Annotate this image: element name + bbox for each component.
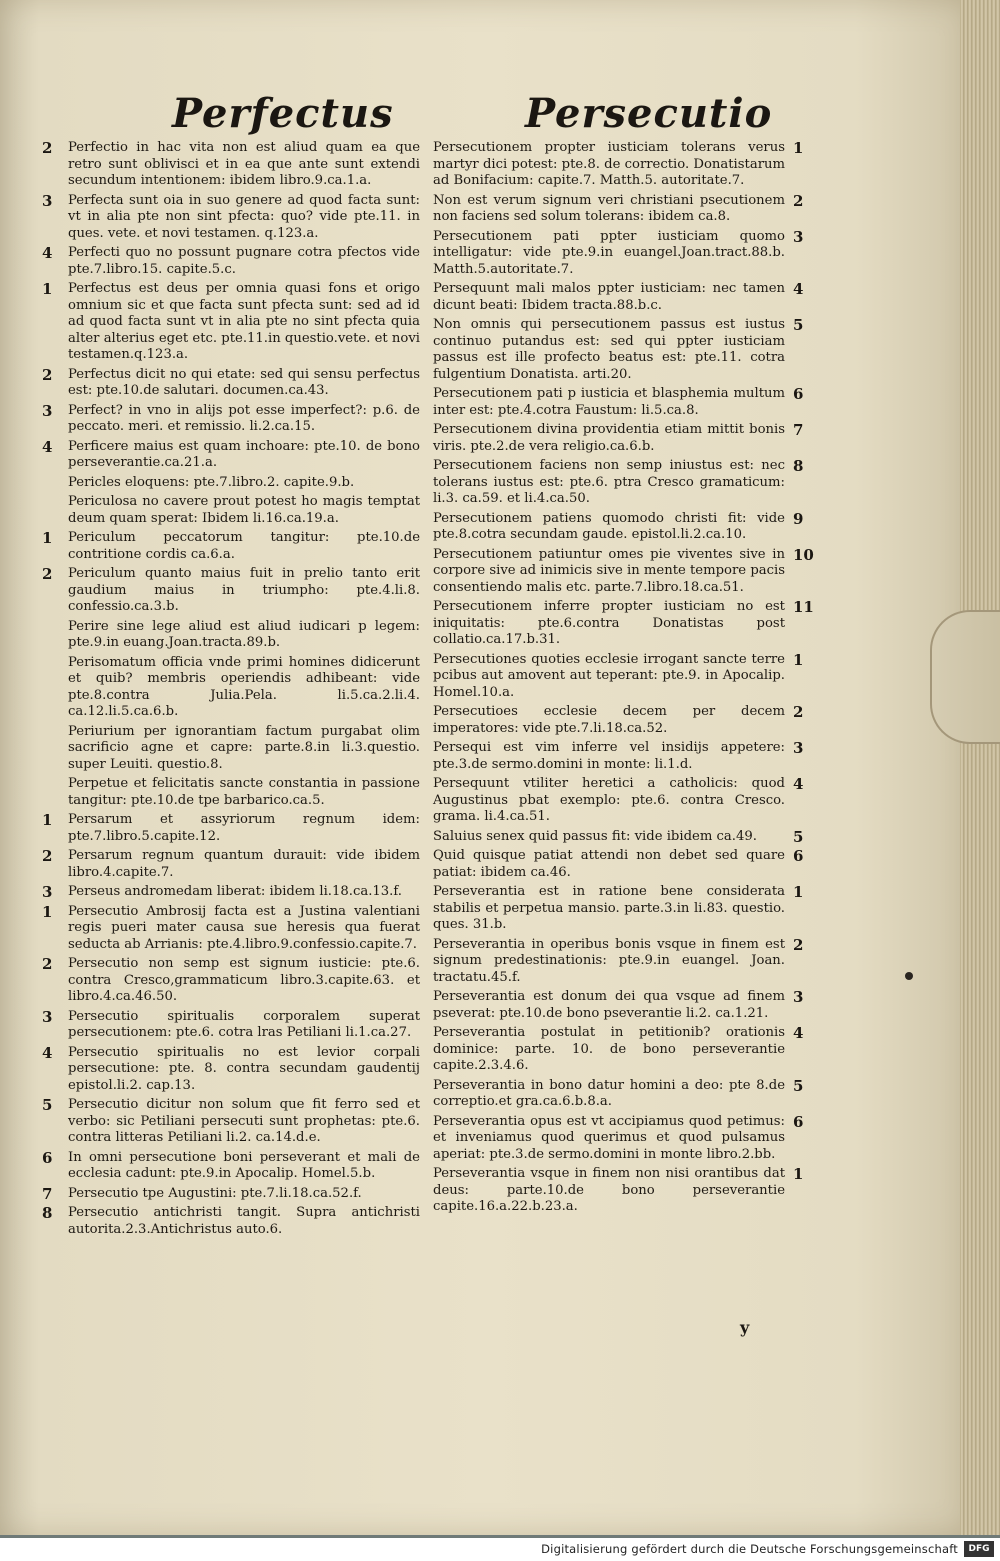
entry-text: Persecutionem patiuntur omes pie viventes sive in corpore sive ad inimicis sive in mente tempore pacis consentiendo malis etc. parte.7.libro.18.ca.51. — [433, 546, 785, 595]
entry-text: Persecutionem faciens non semp iniustus est: nec tolerans iustus est: pte.6. ptra Cresco gramaticum: li.3. ca.59. et li.4.ca.50. — [433, 458, 785, 506]
index-entry — [433, 703, 804, 737]
entry-text: Perfectus dicit no qui etate: sed qui sensu perfectus est: pte.10.de salutari. documen.ca.43. — [68, 366, 420, 398]
entry-number: 3 — [42, 191, 53, 210]
index-entry — [42, 191, 420, 243]
entry-text: Persecutionem divina providentia etiam mittit bonis viris. pte.2.de vera religio.ca.6.b. — [433, 422, 785, 454]
entry-text: Non est verum signum veri christiani psecutionem non faciens sed solum tolerans: ibidem ca.8. — [433, 192, 785, 224]
entry-number: 4 — [793, 280, 804, 298]
entry-text: Quid quisque patiat attendi non debet sed quare patiat: ibidem ca.46. — [433, 848, 785, 880]
index-entry — [433, 545, 814, 597]
entry-number: 3 — [793, 988, 804, 1006]
entry-text: Periculum quanto maius fuit in prelio tanto erit gaudium maius in triumpho: pte.4.li.8. confessio.ca.3.b. — [68, 566, 420, 614]
entry-number: 2 — [42, 139, 53, 157]
entry-number: 1 — [793, 650, 804, 669]
index-entry — [68, 475, 420, 492]
index-entry — [68, 494, 420, 527]
ink-dot — [905, 972, 913, 980]
index-entry — [433, 883, 804, 934]
entry-text: Perseverantia postulat in petitionib? orationis dominice: parte. 10. de bono perseverantie capite.2.3.4.6. — [433, 1025, 785, 1073]
index-entry — [42, 1007, 420, 1042]
entry-number: 10 — [793, 545, 814, 564]
running-head-right: Persecutio — [525, 90, 773, 137]
entry-text: Persecutionem pati ppter iusticiam quomo intelligatur: vide pte.9.in euangel.Joan.tract.88.b. Matth.5.autoritate.7. — [433, 228, 785, 277]
entry-text: Perpetue et felicitatis sancte constantia in passione tangitur: pte.10.de tpe barbarico.ca.5. — [68, 776, 420, 808]
entry-text: Perfecti quo no possunt pugnare cotra pfectos vide pte.7.libro.15. capite.5.c. — [68, 245, 420, 277]
index-entry — [433, 316, 804, 383]
index-entry — [433, 280, 804, 314]
entry-number: 5 — [793, 316, 804, 334]
page-edge — [960, 0, 1000, 1535]
entry-number: 1 — [793, 139, 804, 157]
right-column — [433, 139, 814, 1219]
entry-number: 2 — [793, 935, 804, 954]
entry-text: Persecutiones quoties ecclesie irrogant sancte terre pcibus aut amovent aut teperant: pte.9. in Apocalip. Homel.10.a. — [433, 651, 785, 700]
entry-number: 7 — [42, 1184, 53, 1203]
index-entry — [68, 655, 420, 721]
entry-number: 11 — [793, 598, 814, 616]
entry-text: Perseverantia est donum dei qua vsque ad finem pseverat: pte.10.de bono pseverantie li.2. ca.1.21. — [433, 989, 785, 1021]
entry-text: Pericles eloquens: pte.7.libro.2. capite.9.b. — [68, 474, 355, 490]
index-entry — [42, 139, 420, 190]
entry-number: 2 — [42, 847, 53, 865]
index-entry — [433, 1112, 804, 1164]
entry-text: Perseverantia vsque in finem non nisi orantibus dat deus: parte.10.de bono perseverantie capite.16.a.22.b.23.a. — [433, 1166, 785, 1214]
entry-text: Persecutio Ambrosij facta est a Justina valentiani regis pueri mater causa sue heresis qua fuerat seducta ab Arrianis: pte.4.libro.9.confessio.capite.7. — [68, 903, 420, 952]
index-entry — [433, 191, 804, 226]
entry-text: Persecutio spiritualis no est levior corpali persecutione: pte. 8. contra secundam gaudentij epistol.li.2. cap.13. — [68, 1044, 420, 1093]
entry-text: Perire sine lege aliud est aliud iudicari p legem: pte.9.in euang.Joan.tracta.89.b. — [68, 618, 420, 650]
index-entry — [433, 775, 804, 826]
entry-number: 1 — [42, 902, 53, 921]
index-entry — [42, 565, 420, 616]
entry-text: Persequunt mali malos ppter iusticiam: nec tamen dicunt beati: Ibidem tracta.88.b.c. — [433, 281, 785, 313]
entry-number: 4 — [42, 1043, 53, 1062]
index-entry — [433, 457, 804, 508]
entry-text: Persecutio non semp est signum iusticie: pte.6. contra Cresco,grammaticum libro.3.capite.63. et libro.4.ca.46.50. — [68, 956, 420, 1004]
footer-bar — [0, 1538, 1000, 1561]
entry-text: Perseverantia est in ratione bene considerata stabilis et perpetua mansio. parte.3.in li.83. questio. ques. 31.b. — [433, 884, 785, 932]
index-entry — [433, 650, 804, 702]
entry-number: 1 — [793, 1165, 804, 1183]
footer-credit: Digitalisierung gefördert durch die Deutsche Forschungsgemeinschaft — [541, 1542, 958, 1556]
index-entry — [433, 1165, 804, 1216]
entry-text: Periculosa no cavere prout potest ho magis temptat deum quam sperat: Ibidem li.16.ca.19.a. — [68, 494, 420, 526]
entry-number: 3 — [793, 739, 804, 757]
index-entry — [433, 935, 804, 987]
index-entry — [42, 811, 420, 845]
index-entry — [42, 955, 420, 1006]
left-column — [42, 139, 420, 1241]
entry-text: Non omnis qui persecutionem passus est iustus continuo putandus est: sed qui ppter iusticiam passus est ille profecto beatus est: pte.11. cotra fulgentium Donatista. arti.20. — [433, 317, 785, 382]
entry-number: 3 — [793, 227, 804, 246]
index-entry — [433, 827, 804, 846]
entry-text: Persecutionem patiens quomodo christi fit: vide pte.8.cotra secundam gaude. epistol.li.2.ca.10. — [433, 510, 785, 542]
index-entry — [68, 724, 420, 774]
entry-number: 9 — [793, 509, 804, 528]
index-entry — [433, 421, 804, 455]
entry-text: Persarum regnum quantum durauit: vide ibidem libro.4.capite.7. — [68, 848, 420, 880]
index-entry — [42, 902, 420, 954]
entry-text: Periurium per ignorantiam factum purgabat olim sacrificio agne et capre: parte.8.in li.3.questio. super Leuiti. questio.8. — [68, 723, 420, 772]
entry-text: Persecutioes ecclesie decem per decem imperatores: vide pte.7.li.18.ca.52. — [433, 704, 785, 736]
index-entry — [68, 776, 420, 809]
index-entry — [42, 883, 420, 901]
dfg-logo: DFG — [964, 1541, 994, 1557]
entry-text: Periculum peccatorum tangitur: pte.10.de contritione cordis ca.6.a. — [68, 530, 420, 562]
entry-text: In omni persecutione boni perseverant et mali de ecclesia cadunt: pte.9.in Apocalip. Homel.5.b. — [68, 1149, 420, 1181]
entry-text: Persecutio antichristi tangit. Supra antichristi autorita.2.3.Antichristus auto.6. — [68, 1205, 420, 1237]
entry-number: 8 — [42, 1204, 53, 1222]
index-entry — [42, 401, 420, 436]
catchword: y — [740, 1318, 750, 1337]
index-entry — [433, 598, 814, 649]
entry-number: 4 — [42, 437, 53, 456]
entry-number: 2 — [42, 365, 53, 384]
index-entry — [42, 1043, 420, 1095]
entry-text: Persecutio spiritualis corporalem superat persecutionem: pte.6. cotra lras Petiliani li.1.ca.27. — [68, 1008, 420, 1040]
entry-number: 2 — [42, 955, 53, 973]
index-entry — [433, 988, 804, 1022]
entry-number: 4 — [42, 244, 53, 262]
index-entry — [433, 227, 804, 279]
entry-number: 3 — [42, 1007, 53, 1026]
entry-number: 5 — [42, 1096, 53, 1114]
index-entry — [42, 1096, 420, 1147]
entry-text: Perseverantia in operibus bonis vsque in finem est signum predestinationis: pte.9.in euangel. Joan. tractatu.45.f. — [433, 936, 785, 985]
entry-number: 5 — [793, 827, 804, 846]
entry-number: 7 — [793, 421, 804, 439]
entry-text: Perficere maius est quam inchoare: pte.10. de bono perseverantie.ca.21.a. — [68, 438, 420, 470]
entry-text: Perfecta sunt oia in suo genere ad quod facta sunt: vt in alia pte non sint pfecta: quo? vide pte.11. in ques. vete. et novi testamen. q.123.a. — [68, 192, 420, 241]
index-entry — [42, 1148, 420, 1183]
entry-number: 6 — [793, 847, 804, 865]
entry-number: 6 — [793, 1112, 804, 1131]
entry-text: Persecutio dicitur non solum que fit ferro sed et verbo: sic Petiliani persecuti sunt prophetas: pte.6. contra litteras Petiliani li.2. ca.14.d.e. — [68, 1097, 420, 1145]
index-entry — [42, 437, 420, 472]
entry-number: 1 — [793, 883, 804, 901]
entry-number: 3 — [42, 883, 53, 901]
entry-text: Perseverantia opus est vt accipiamus quod petimus: et inveniamus quod querimus et quod pulsamus aperiat: pte.3.de sermo.domini in monte libro.2.bb. — [433, 1113, 785, 1162]
index-entry — [42, 365, 420, 400]
index-entry — [42, 1184, 420, 1203]
entry-number: 6 — [793, 385, 804, 403]
entry-text: Persecutionem pati p iusticia et blasphemia multum inter est: pte.4.cotra Faustum: li.5.ca.8. — [433, 386, 785, 418]
entry-text: Persecutionem inferre propter iusticiam no est iniquitatis: pte.6.contra Donatistas post collatio.ca.17.b.31. — [433, 599, 785, 647]
entry-text: Perisomatum officia vnde primi homines didicerunt et quib? membris operiendis adhibeant: vide pte.8.contra Julia.Pela. li.5.ca.2.li.4. ca.12.li.5.ca.6.b. — [68, 654, 420, 719]
index-entry — [433, 1024, 804, 1075]
entry-number: 6 — [42, 1148, 53, 1167]
entry-number: 3 — [42, 401, 53, 420]
entry-text: Persequunt vtiliter heretici a catholicis: quod Augustinus pbat exemplo: pte.6. contra Cresco. grama. li.4.ca.51. — [433, 776, 785, 824]
index-entry — [42, 1204, 420, 1238]
index-entry — [433, 847, 804, 881]
entry-number: 2 — [793, 191, 804, 210]
index-entry — [433, 739, 804, 773]
entry-text: Perfect? in vno in alijs pot esse imperfect?: p.6. de peccato. meri. et remissio. li.2.ca.15. — [68, 402, 420, 434]
index-entry — [42, 280, 420, 364]
running-head-left: Perfectus — [172, 90, 394, 137]
index-entry — [433, 509, 804, 544]
index-entry — [68, 619, 420, 652]
entry-text: Persecutio tpe Augustini: pte.7.li.18.ca.52.f. — [68, 1185, 362, 1201]
entry-text: Persecutionem propter iusticiam tolerans verus martyr dici potest: pte.8. de correctio. Donatistarum ad Bonifacium: capite.7. Matth.5. autoritate.7. — [433, 140, 785, 188]
index-entry — [42, 244, 420, 278]
entry-number: 1 — [42, 280, 53, 298]
index-entry — [433, 1076, 804, 1111]
entry-number: 1 — [42, 811, 53, 829]
entry-text: Perseverantia in bono datur homini a deo: pte 8.de correptio.et gra.ca.6.b.8.a. — [433, 1077, 785, 1109]
entry-number: 2 — [793, 703, 804, 721]
entry-number: 1 — [42, 529, 53, 547]
entry-text: Perfectio in hac vita non est aliud quam ea que retro sunt oblivisci et in ea que ante sunt extendi secundum intentionem: ibidem libro.9.ca.1.a. — [68, 140, 420, 188]
index-entry — [433, 139, 804, 190]
entry-text: Persarum et assyriorum regnum idem: pte.7.libro.5.capite.12. — [68, 812, 420, 844]
entry-text: Perfectus est deus per omnia quasi fons et origo omnium sic et que facta sunt pfecta sunt: sed ad id ad quod facta sunt vt in alia pte no sint pfecta quia alter alterius eget etc. pte.11.in questio.vete. et novi testamen.q.123.a. — [68, 281, 420, 362]
entry-number: 2 — [42, 565, 53, 583]
index-entry — [42, 847, 420, 881]
index-entry — [42, 529, 420, 563]
entry-number: 5 — [793, 1076, 804, 1095]
entry-text: Saluius senex quid passus fit: vide ibidem ca.49. — [433, 828, 757, 844]
entry-text: Persequi est vim inferre vel insidijs appetere: pte.3.de sermo.domini in monte: li.1.d. — [433, 740, 785, 772]
book-clasp — [930, 610, 1000, 744]
entry-number: 4 — [793, 1024, 804, 1042]
entry-number: 4 — [793, 775, 804, 793]
entry-number: 8 — [793, 457, 804, 475]
entry-text: Perseus andromedam liberat: ibidem li.18.ca.13.f. — [68, 884, 402, 899]
index-entry — [433, 385, 804, 419]
